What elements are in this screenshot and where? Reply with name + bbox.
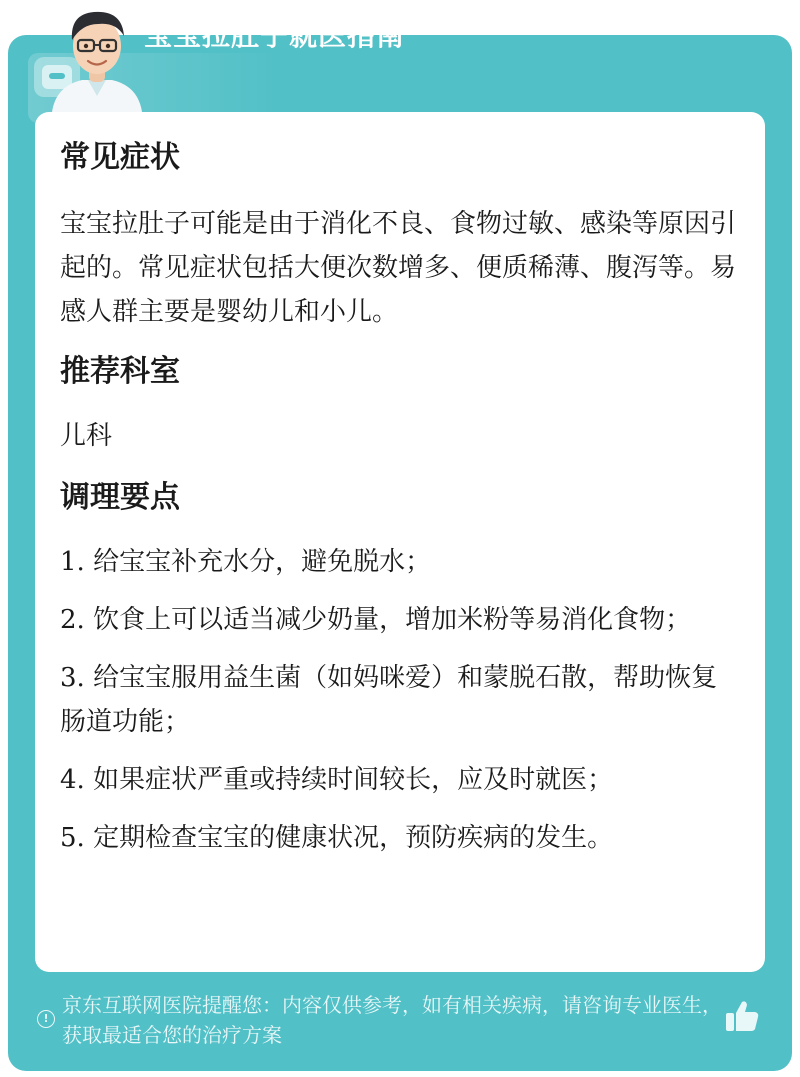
section-title-care-tips: 调理要点 <box>60 480 180 515</box>
list-item-text: 给宝宝服用益生菌（如妈咪爱）和蒙脱石散，帮助恢复肠道功能； <box>60 663 718 737</box>
list-item <box>60 598 740 642</box>
page-title: 宝宝拉肚子就医指南 <box>144 19 406 52</box>
section-title-symptoms: 常见症状 <box>60 140 180 175</box>
doctor-avatar-icon <box>42 0 152 112</box>
info-icon: ! <box>37 1010 55 1028</box>
symptoms-text: 宝宝拉肚子可能是由于消化不良、食物过敏、感染等原因引起的。常见症状包括大便次数增多、便质稀薄、腹泻等。易感人群主要是婴幼儿和小儿。 <box>60 209 737 327</box>
disclaimer-text: 京东互联网医院提醒您：内容仅供参考，如有相关疾病，请咨询专业医生，获取最适合您的治疗方案 <box>62 993 722 1047</box>
list-item-number: 1. <box>60 547 85 577</box>
list-item <box>60 656 740 744</box>
list-item <box>60 758 740 802</box>
list-item <box>60 816 740 860</box>
guide-content <box>60 112 740 860</box>
list-item-text: 给宝宝补充水分，避免脱水； <box>93 547 432 577</box>
thumbs-up-icon[interactable] <box>724 998 760 1034</box>
list-item-text: 定期检查宝宝的健康状况，预防疾病的发生。 <box>93 823 614 853</box>
list-item <box>60 540 740 584</box>
list-item-number: 3. <box>60 663 85 693</box>
list-item-text: 饮食上可以适当减少奶量，增加米粉等易消化食物； <box>93 605 692 635</box>
department-text: 儿科 <box>60 421 113 451</box>
list-item-number: 2. <box>60 605 85 635</box>
list-item-text: 如果症状严重或持续时间较长，应及时就医； <box>93 765 614 795</box>
list-item-number: 5. <box>60 823 85 853</box>
section-title-department: 推荐科室 <box>60 354 180 389</box>
list-item-number: 4. <box>60 765 85 795</box>
